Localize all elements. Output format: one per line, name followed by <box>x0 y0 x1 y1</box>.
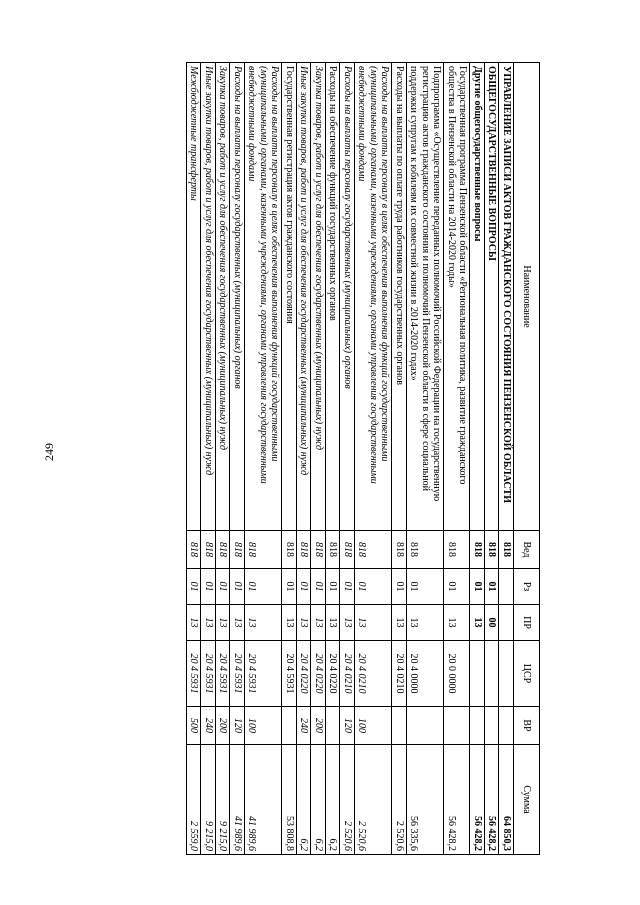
cell-sum: 56 428,2 <box>470 745 485 855</box>
table-row <box>485 63 500 855</box>
cell-pr: 13 <box>297 605 312 641</box>
table-row <box>297 63 312 855</box>
cell-vr: 100 <box>355 707 393 745</box>
cell-sum: 9 215,0 <box>201 745 216 855</box>
cell-csr: 20 4 5931 <box>201 641 216 707</box>
cell-pr: 13 <box>216 605 231 641</box>
cell-sum: 6,2 <box>311 745 326 855</box>
cell-name: Расходы на выплаты по оплате труда работников государственных органов <box>392 63 407 531</box>
cell-pr: 13 <box>407 605 445 641</box>
cell-name: Подпрограмма «Осуществление переданных полномочий Российской Федерации на государственную регистрацию актов гражданского состояния и полномочий Пензенской области в сфере социальной поддержки супругам к юбилеям их совместной жизни в 2014-2020 годах» <box>407 63 445 531</box>
cell-sum: 64 850,3 <box>499 745 514 855</box>
cell-sum: 2 520,6 <box>355 745 393 855</box>
table-row <box>311 63 326 855</box>
cell-name: Межбюджетные трансферты <box>187 63 202 531</box>
cell-vr: 240 <box>201 707 216 745</box>
cell-pr: 13 <box>340 605 355 641</box>
cell-name: УПРАВЛЕНИЕ ЗАПИСИ АКТОВ ГРАЖДАНСКОГО СОСТОЯНИЯ ПЕНЗЕНСКОЙ ОБЛАСТИ <box>499 63 514 531</box>
cell-rz: 01 <box>216 569 231 605</box>
cell-csr <box>485 641 500 707</box>
cell-vr <box>485 707 500 745</box>
cell-ved: 818 <box>282 531 297 569</box>
cell-ved: 818 <box>201 531 216 569</box>
cell-csr: 20 4 5931 <box>187 641 202 707</box>
table-row <box>230 63 245 855</box>
cell-pr: 13 <box>282 605 297 641</box>
cell-csr: 20 4 0220 <box>311 641 326 707</box>
table-body <box>187 63 514 855</box>
cell-sum: 6,2 <box>297 745 312 855</box>
cell-rz: 01 <box>470 569 485 605</box>
cell-rz: 01 <box>485 569 500 605</box>
table-row <box>444 63 470 855</box>
cell-rz: 01 <box>311 569 326 605</box>
cell-rz: 01 <box>407 569 445 605</box>
table-row <box>340 63 355 855</box>
cell-ved: 818 <box>444 531 470 569</box>
cell-vr: 500 <box>187 707 202 745</box>
cell-name: Другие общегосударственные вопросы <box>470 63 485 531</box>
cell-sum: 56 428,2 <box>444 745 470 855</box>
page-number: 249 <box>42 443 56 461</box>
cell-pr: 00 <box>485 605 500 641</box>
cell-vr <box>499 707 514 745</box>
cell-csr: 20 4 5931 <box>282 641 297 707</box>
budget-table <box>186 62 540 855</box>
table-row <box>326 63 341 855</box>
cell-csr: 20 4 0210 <box>340 641 355 707</box>
cell-ved: 818 <box>187 531 202 569</box>
cell-pr: 13 <box>245 605 283 641</box>
cell-sum: 2 520,6 <box>340 745 355 855</box>
cell-pr: 13 <box>187 605 202 641</box>
cell-sum: 56 335,6 <box>407 745 445 855</box>
cell-name: Расходы на выплаты персоналу государственных (муниципальных) органов <box>340 63 355 531</box>
cell-rz: 01 <box>355 569 393 605</box>
cell-sum: 53 808,8 <box>282 745 297 855</box>
cell-ved: 818 <box>216 531 231 569</box>
cell-name: Расходы на выплаты персоналу государственных (муниципальных) органов <box>230 63 245 531</box>
cell-name: Закупка товаров, работ и услуг для обеспечения государственных (муниципальных) нужд <box>216 63 231 531</box>
cell-vr: 120 <box>340 707 355 745</box>
cell-vr: 120 <box>230 707 245 745</box>
cell-sum: 6,2 <box>326 745 341 855</box>
cell-csr <box>470 641 485 707</box>
col-header-pr: ПР <box>514 605 540 641</box>
cell-ved: 818 <box>230 531 245 569</box>
cell-ved: 818 <box>499 531 514 569</box>
table-row <box>245 63 283 855</box>
cell-name: Расходы на обеспечение функций государственных органов <box>326 63 341 531</box>
cell-sum: 9 215,0 <box>216 745 231 855</box>
cell-csr: 20 4 5931 <box>216 641 231 707</box>
cell-pr <box>499 605 514 641</box>
cell-ved: 818 <box>245 531 283 569</box>
cell-name: Расходы на выплаты персоналу в целях обеспечения выполнения функций государственными (муниципальными) органами, казенными учреждениями, органами управления государственными внебюджетными фондами <box>355 63 393 531</box>
cell-name: Иные закупки товаров, работ и услуг для обеспечения государственных (муниципальных) нужд <box>297 63 312 531</box>
table-row <box>282 63 297 855</box>
cell-vr: 240 <box>297 707 312 745</box>
cell-pr: 13 <box>311 605 326 641</box>
table-row <box>216 63 231 855</box>
cell-rz: 01 <box>297 569 312 605</box>
cell-csr: 20 4 0220 <box>326 641 341 707</box>
cell-name: Государственная регистрация актов гражданского состояния <box>282 63 297 531</box>
cell-vr <box>444 707 470 745</box>
cell-rz: 01 <box>230 569 245 605</box>
cell-pr: 13 <box>355 605 393 641</box>
cell-sum: 2 559,0 <box>187 745 202 855</box>
table-row <box>187 63 202 855</box>
cell-name: Закупка товаров, работ и услуг для обеспечения государственных (муниципальных) нужд <box>311 63 326 531</box>
cell-ved: 818 <box>297 531 312 569</box>
table-row <box>355 63 393 855</box>
cell-pr: 13 <box>470 605 485 641</box>
cell-csr: 20 4 0210 <box>392 641 407 707</box>
cell-vr <box>407 707 445 745</box>
cell-name: Расходы на выплаты персоналу в целях обеспечения выполнения функций государственными (муниципальными) органами, казенными учреждениями, органами управления государственными внебюджетными фондами <box>245 63 283 531</box>
cell-rz <box>499 569 514 605</box>
cell-ved: 818 <box>485 531 500 569</box>
cell-vr <box>392 707 407 745</box>
cell-pr: 13 <box>326 605 341 641</box>
cell-pr: 13 <box>392 605 407 641</box>
cell-rz: 01 <box>201 569 216 605</box>
table-row <box>392 63 407 855</box>
cell-vr <box>326 707 341 745</box>
cell-csr: 20 4 0210 <box>355 641 393 707</box>
cell-sum: 2 520,6 <box>392 745 407 855</box>
cell-ved: 818 <box>392 531 407 569</box>
col-header-sum: Сумма <box>514 745 540 855</box>
cell-csr: 20 4 5931 <box>230 641 245 707</box>
cell-name: ОБЩЕГОСУДАРСТВЕННЫЕ ВОПРОСЫ <box>485 63 500 531</box>
table-header-row <box>514 63 540 855</box>
col-header-csr: ЦСР <box>514 641 540 707</box>
cell-ved: 818 <box>340 531 355 569</box>
cell-pr: 13 <box>230 605 245 641</box>
table-row <box>201 63 216 855</box>
cell-rz: 01 <box>392 569 407 605</box>
table-row <box>499 63 514 855</box>
col-header-vr: ВР <box>514 707 540 745</box>
cell-sum: 56 428,2 <box>485 745 500 855</box>
cell-name: Государственная программа Пензенской области «Региональная политика, развитие гражданского общества в Пензенской области на 2014-2020 годы» <box>444 63 470 531</box>
cell-csr: 20 4 0220 <box>297 641 312 707</box>
cell-pr: 13 <box>444 605 470 641</box>
cell-pr: 13 <box>201 605 216 641</box>
cell-sum: 41 989,6 <box>245 745 283 855</box>
table-row <box>407 63 445 855</box>
cell-ved: 818 <box>355 531 393 569</box>
table-row <box>470 63 485 855</box>
cell-csr: 20 4 0000 <box>407 641 445 707</box>
cell-csr: 20 0 0000 <box>444 641 470 707</box>
cell-vr <box>282 707 297 745</box>
cell-rz: 01 <box>187 569 202 605</box>
col-header-ved: Вед <box>514 531 540 569</box>
cell-vr: 200 <box>311 707 326 745</box>
cell-csr: 20 4 5931 <box>245 641 283 707</box>
cell-vr <box>470 707 485 745</box>
cell-rz: 01 <box>340 569 355 605</box>
col-header-name: Наименование <box>514 63 540 531</box>
col-header-rz: Рз <box>514 569 540 605</box>
cell-sum: 41 989,6 <box>230 745 245 855</box>
cell-ved: 818 <box>407 531 445 569</box>
cell-csr <box>499 641 514 707</box>
cell-ved: 818 <box>311 531 326 569</box>
cell-rz: 01 <box>282 569 297 605</box>
cell-ved: 818 <box>470 531 485 569</box>
cell-vr: 200 <box>216 707 231 745</box>
cell-rz: 01 <box>444 569 470 605</box>
rotated-page <box>82 62 540 854</box>
cell-vr: 100 <box>245 707 283 745</box>
cell-rz: 01 <box>245 569 283 605</box>
cell-rz: 01 <box>326 569 341 605</box>
cell-name: Иные закупки товаров, работ и услуг для обеспечения государственных (муниципальных) нужд <box>201 63 216 531</box>
cell-ved: 818 <box>326 531 341 569</box>
